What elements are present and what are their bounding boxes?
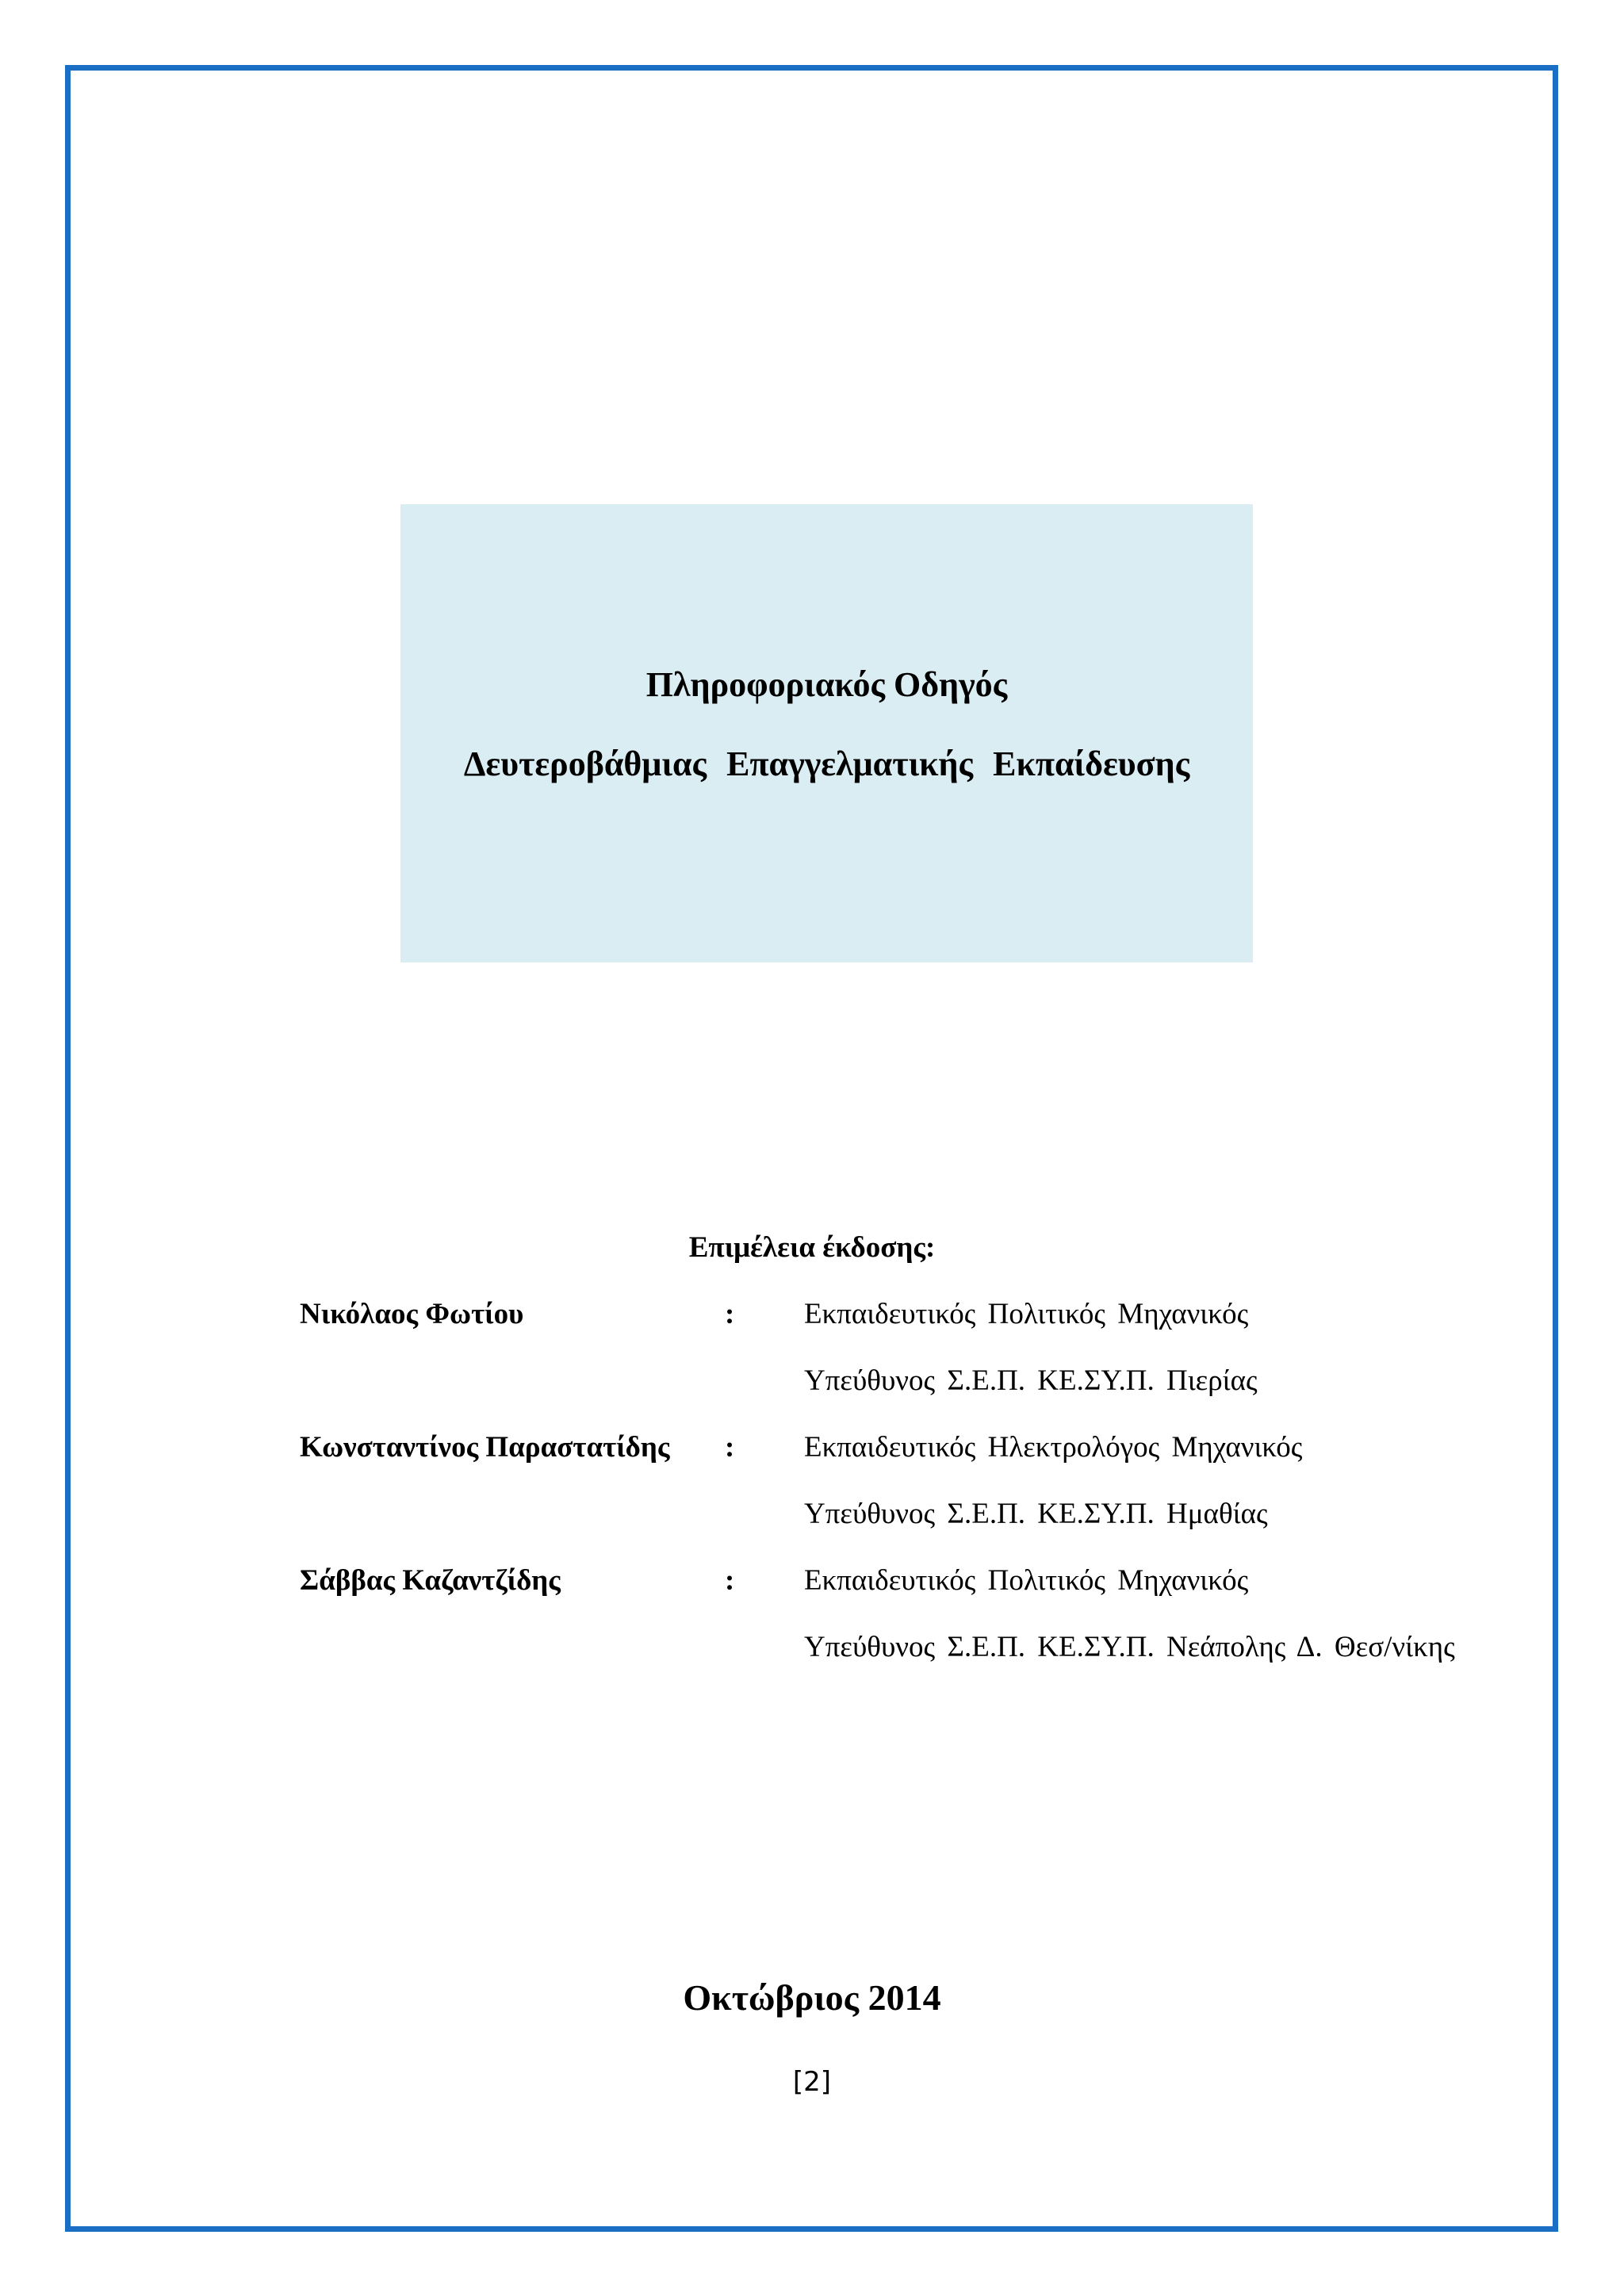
editor-name: Νικόλαος Φωτίου [300, 1298, 524, 1330]
document-title: Πληροφοριακός Οδηγός [645, 665, 1008, 704]
publication-date: Οκτώβριος 2014 [683, 1977, 941, 2018]
editor-row-continued [0, 1362, 1624, 1400]
editor-row [0, 1429, 1624, 1467]
editor-role: Εκπαιδευτικός Πολιτικός Μηχανικός [804, 1564, 1249, 1597]
editor-position: Υπεύθυνος Σ.Ε.Π. ΚΕ.ΣΥ.Π. Νεάπολης Δ. Θεσ/νίκης [804, 1631, 1455, 1663]
editor-row [0, 1562, 1624, 1600]
editor-row-continued [0, 1495, 1624, 1533]
title-box [400, 504, 1253, 962]
editor-role: Εκπαιδευτικός Ηλεκτρολόγος Μηχανικός [804, 1431, 1303, 1464]
page-border [65, 65, 1558, 2232]
editor-row-continued [0, 1628, 1624, 1667]
document-subtitle: Δευτεροβάθμιας Επαγγελματικής Εκπαίδευσης [463, 744, 1190, 783]
editor-position: Υπεύθυνος Σ.Ε.Π. ΚΕ.ΣΥ.Π. Πιερίας [804, 1364, 1258, 1397]
editor-separator: : [725, 1431, 735, 1464]
editors-heading: Επιμέλεια έκδοσης: [688, 1231, 936, 1264]
editor-separator: : [725, 1564, 735, 1597]
editor-name: Σάββας Καζαντζίδης [300, 1564, 561, 1597]
editor-name: Κωνσταντίνος Παραστατίδης [300, 1431, 670, 1464]
editor-position: Υπεύθυνος Σ.Ε.Π. ΚΕ.ΣΥ.Π. Ημαθίας [804, 1498, 1268, 1530]
editor-role: Εκπαιδευτικός Πολιτικός Μηχανικός [804, 1298, 1249, 1330]
editor-row [0, 1295, 1624, 1334]
editor-separator: : [725, 1298, 735, 1330]
page-number: [2] [792, 2066, 832, 2098]
